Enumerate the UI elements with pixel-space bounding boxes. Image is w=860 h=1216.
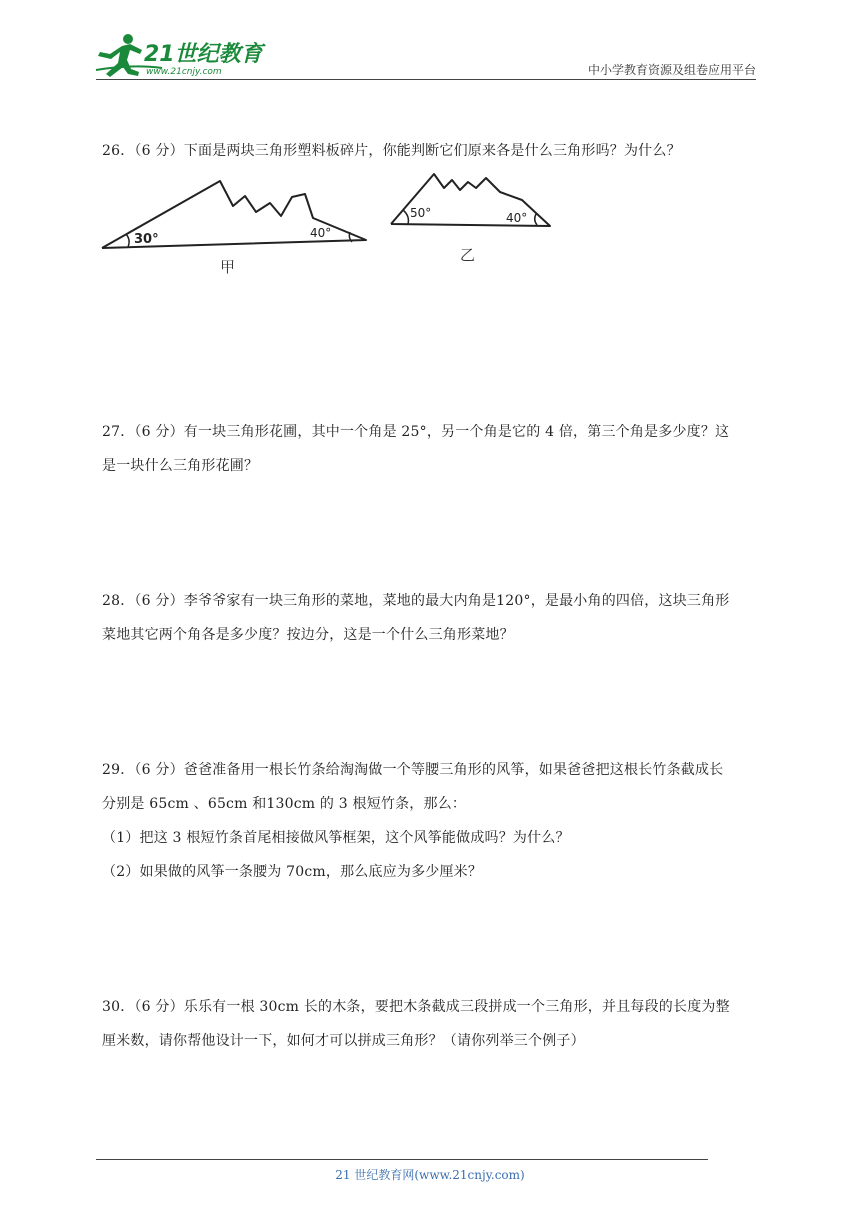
question-28 <box>102 584 762 652</box>
figure-yi <box>388 170 558 270</box>
question-26 <box>102 134 762 168</box>
logo-text: 21世纪教育 <box>144 42 263 67</box>
question-30 <box>102 990 762 1058</box>
platform-name: 中小学教育资源及组卷应用平台 <box>587 63 756 77</box>
figure-jia <box>100 176 370 276</box>
angle-50-label: 50° <box>410 206 432 220</box>
site-logo <box>92 30 267 80</box>
question-text: 菜地其它两个角各是多少度？按边分，这是一个什么三角形菜地？ <box>102 627 514 643</box>
angle-40-label: 40° <box>310 226 332 240</box>
footer-link[interactable]: 21 世纪教育网(www.21cnjy.com) <box>335 1168 525 1182</box>
header-divider <box>96 79 756 80</box>
logo-url: www.21cnjy.com <box>146 67 222 77</box>
angle-40-label: 40° <box>506 211 528 225</box>
question-text: 26．（6 分）下面是两块三角形塑料板碎片，你能判断它们原来各是什么三角形吗？为什么？ <box>102 143 681 159</box>
question-text: 27．（6 分）有一块三角形花圃，其中一个角是 25°，另一个角是它的 4 倍，第三个角是多少度？这 <box>102 424 730 440</box>
figure-yi-label: 乙 <box>460 246 476 264</box>
footer-divider <box>96 1159 708 1160</box>
question-text: 30．（6 分）乐乐有一根 30cm 长的木条，要把木条截成三段拼成一个三角形，并且每段的长度为整 <box>102 999 730 1015</box>
question-text: 分别是 65cm 、65cm 和130cm 的 3 根短竹条，那么： <box>102 796 467 812</box>
question-text: 厘米数，请你帮他设计一下，如何才可以拼成三角形？（请你列举三个例子） <box>102 1033 585 1049</box>
question-text: （2）如果做的风筝一条腰为 70cm，那么底应为多少厘米？ <box>102 864 483 880</box>
angle-30-label: 30° <box>134 232 159 247</box>
question-text: 28．（6 分）李爷爷家有一块三角形的菜地，菜地的最大内角是120°，是最小角的四倍，这块三角形 <box>102 593 730 609</box>
question-text: 是一块什么三角形花圃？ <box>102 458 259 474</box>
page-header <box>0 0 860 80</box>
question-27 <box>102 415 762 483</box>
question-29 <box>102 753 762 889</box>
question-text: （1）把这 3 根短竹条首尾相接做风筝框架，这个风筝能做成吗？为什么？ <box>102 830 570 846</box>
question-text: 29．（6 分）爸爸准备用一根长竹条给淘淘做一个等腰三角形的风筝，如果爸爸把这根长竹条截成长 <box>102 762 724 778</box>
figure-jia-label: 甲 <box>220 258 236 276</box>
